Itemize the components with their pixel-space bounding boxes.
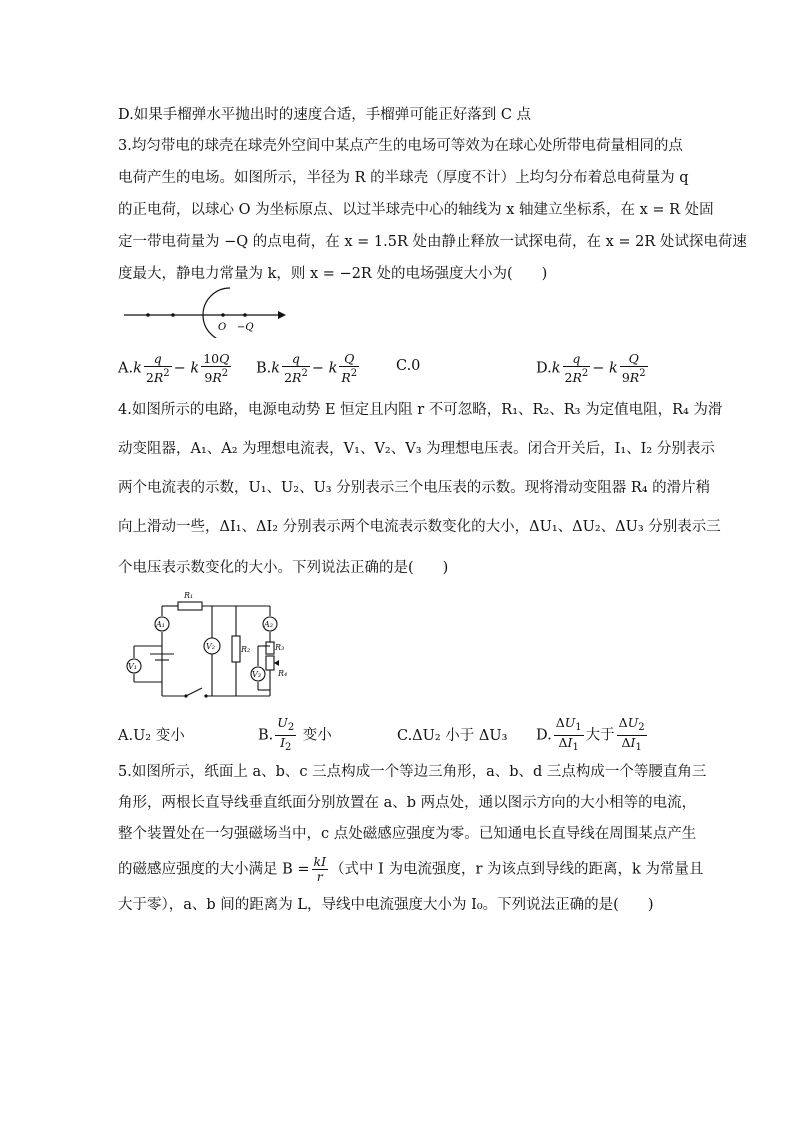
q5-line-5: 大于零），a、b 间的距离为 L，导线中电流强度大小为 I₀。下列说法正确的是( ) bbox=[118, 897, 654, 913]
q4-line-1: 4.如图所示的电路，电源电动势 E 恒定且内阻 r 不可忽略，R₁、R₂、R₃ 为定值电阻，R₄ 为滑 bbox=[118, 402, 723, 418]
label-a2: A₂ bbox=[264, 620, 273, 629]
q4-option-d: D. $\frac{\Delta U_1}{\Delta I_1}$ 大于 $\frac{\Delta U_2}{\Delta I_1}$ bbox=[536, 715, 645, 753]
q3-option-c: C.0 bbox=[396, 358, 421, 374]
q3-line-2: 电荷产生的电场。如图所示，半径为 R 的半球壳（厚度不计）上均匀分布着总电荷量为 q bbox=[118, 170, 689, 186]
x-axis-arrow bbox=[278, 311, 286, 319]
q4-circuit-diagram bbox=[122, 586, 288, 704]
q4-line-3: 两个电流表的示数，U₁、U₂、U₃ 分别表示三个电压表的示数。现将滑动变阻器 R₄ 的滑片稍 bbox=[118, 480, 711, 496]
r3-resistor bbox=[266, 642, 274, 654]
q3-option-a: A.k $\frac{q}{2R^2}$ − k $\frac{10Q}{9R^2}$ bbox=[118, 351, 230, 385]
q3-hemisphere-figure bbox=[118, 284, 288, 338]
q5-line-1: 5.如图所示，纸面上 a、b、c 三点构成一个等边三角形，a、b、d 三点构成一个等腰直角三 bbox=[118, 764, 707, 780]
q5-line-4: 的磁感应强度的大小满足 B = $\frac{kI}{r}$ （式中 I 为电流强度，r 为该点到导线的距离，k 为常量且 bbox=[118, 854, 704, 884]
label-v1: V₁ bbox=[128, 662, 137, 671]
q4-option-a: A.U₂ 变小 bbox=[118, 728, 185, 744]
q5-line-3: 整个装置处在一匀强磁场当中，c 点处磁感应强度为零。已知通电长直导线在周围某点产生 bbox=[118, 826, 697, 842]
q4-line-5: 个电压表示数变化的大小。下列说法正确的是( ) bbox=[118, 560, 449, 576]
label-v3: V₃ bbox=[252, 670, 261, 679]
origin-point bbox=[221, 313, 225, 317]
label-a1: A₁ bbox=[156, 620, 165, 629]
q2-option-d: D.如果手榴弹水平抛出时的速度合适，手榴弹可能正好落到 C 点 bbox=[118, 107, 532, 123]
label-r4: R₄ bbox=[278, 669, 288, 678]
label-r2: R₂ bbox=[241, 645, 251, 654]
q4-option-c: C.ΔU₂ 小于 ΔU₃ bbox=[397, 728, 508, 744]
r2-resistor bbox=[232, 636, 240, 662]
q4-line-4: 向上滑动一些，ΔI₁、ΔI₂ 分别表示两个电流表示数变化的大小，ΔU₁、ΔU₂、ΔU₃ 分别表示三 bbox=[118, 519, 721, 535]
label-v2: V₂ bbox=[206, 642, 215, 651]
label-r1: R₁ bbox=[184, 591, 194, 600]
q3-option-b: B.k $\frac{q}{2R^2}$ − k $\frac{Q}{R^2}$ bbox=[256, 351, 358, 385]
r4-rheostat bbox=[266, 656, 274, 670]
charge-point bbox=[243, 313, 247, 317]
q3-line-1: 3.均匀带电的球壳在球壳外空间中某点产生的电场可等效为在球心处所带电荷量相同的点 bbox=[118, 138, 683, 154]
slider-arrow bbox=[274, 660, 279, 666]
q3-line-5: 度最大，静电力常量为 k，则 x = −2R 处的电场强度大小为( ) bbox=[118, 266, 548, 282]
axis-point bbox=[146, 313, 150, 317]
q4-line-2: 动变阻器，A₁、A₂ 为理想电流表，V₁、V₂、V₃ 为理想电压表。闭合开关后，I₁、I₂ 分别表示 bbox=[118, 441, 715, 457]
q4-option-b: B. $\frac{U_2}{I_2}$ 变小 bbox=[258, 715, 332, 753]
label-o: O bbox=[218, 322, 227, 333]
axis-point bbox=[171, 313, 175, 317]
q3-option-d: D.k $\frac{q}{2R^2}$ − k $\frac{Q}{9R^2}$ bbox=[536, 351, 646, 385]
q3-line-3: 的正电荷，以球心 O 为坐标原点、以过半球壳中心的轴线为 x 轴建立坐标系，在 x = R 处固 bbox=[118, 202, 714, 218]
q5-line-2: 角形，两根长直导线垂直纸面分别放置在 a、b 两点处，通以图示方向的大小相等的电流， bbox=[118, 795, 697, 811]
label-minus-q: −Q bbox=[237, 322, 254, 333]
q3-line-4: 定一带电荷量为 −Q 的点电荷，在 x = 1.5R 处由静止释放一试探电荷，在 x = 2R 处试探电荷速 bbox=[118, 234, 747, 250]
r1-resistor bbox=[178, 602, 202, 610]
label-r3: R₃ bbox=[275, 643, 285, 652]
